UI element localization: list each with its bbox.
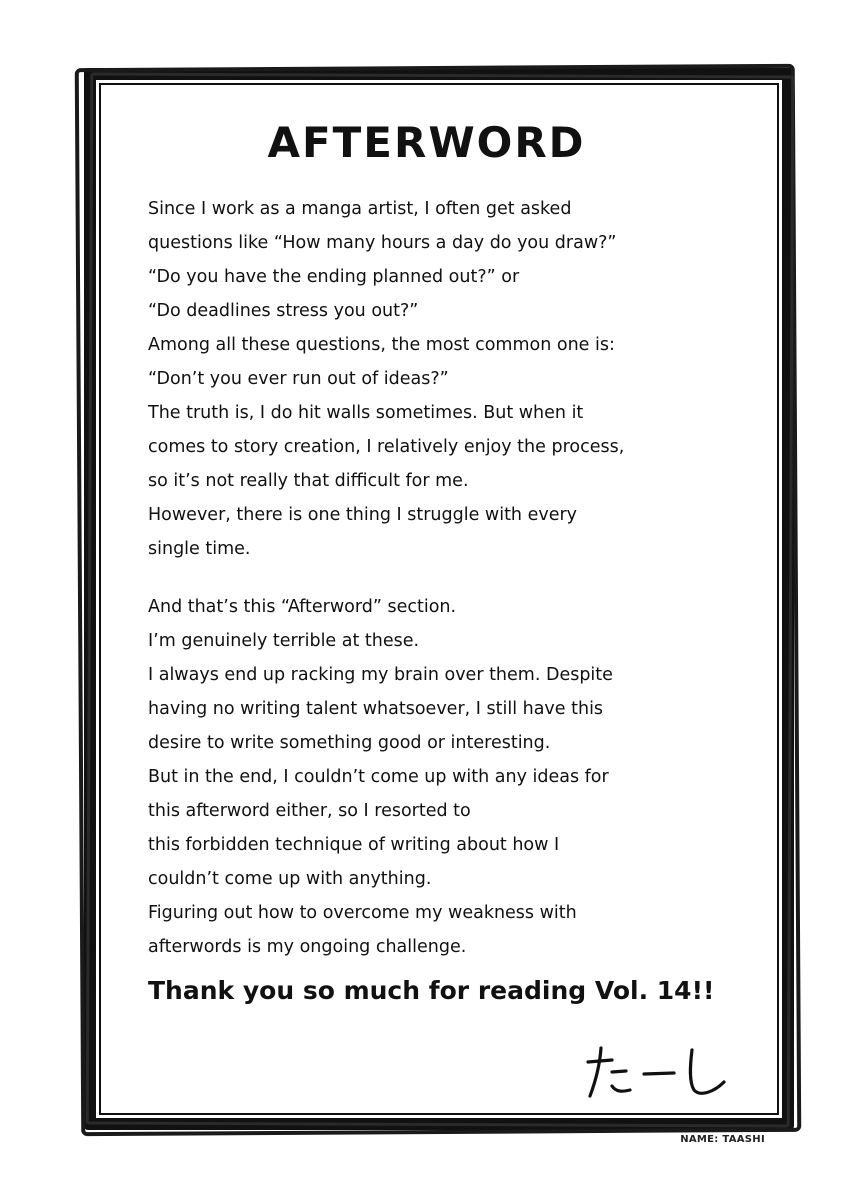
handwritten-signature bbox=[582, 1040, 732, 1106]
text-line: so it’s not really that difficult for me. bbox=[148, 471, 469, 491]
text-line: this forbidden technique of writing about how I bbox=[148, 835, 560, 855]
text-line: afterwords is my ongoing challenge. bbox=[148, 937, 467, 957]
thanks-message: Thank you so much for reading Vol. 14!! bbox=[148, 976, 715, 1005]
paragraph-2 bbox=[148, 590, 748, 964]
paragraph-1 bbox=[148, 192, 748, 566]
text-line: Among all these questions, the most common one is: bbox=[148, 335, 615, 355]
text-line: single time. bbox=[148, 539, 251, 559]
page-title: AFTERWORD bbox=[267, 118, 586, 167]
text-line: comes to story creation, I relatively enjoy the process, bbox=[148, 437, 625, 457]
text-line: Figuring out how to overcome my weakness with bbox=[148, 903, 577, 923]
text-line: And that’s this “Afterword” section. bbox=[148, 597, 457, 617]
text-line: having no writing talent whatsoever, I still have this bbox=[148, 699, 604, 719]
text-line: “Do you have the ending planned out?” or bbox=[148, 267, 520, 287]
text-line: couldn’t come up with anything. bbox=[148, 869, 432, 889]
text-line: questions like “How many hours a day do you draw?” bbox=[148, 233, 617, 253]
text-line: I’m genuinely terrible at these. bbox=[148, 631, 420, 651]
text-line: But in the end, I couldn’t come up with any ideas for bbox=[148, 767, 609, 787]
text-line: Since I work as a manga artist, I often get asked bbox=[148, 199, 572, 219]
text-line: desire to write something good or interesting. bbox=[148, 733, 551, 753]
text-line: I always end up racking my brain over them. Despite bbox=[148, 665, 613, 685]
text-line: this afterword either, so I resorted to bbox=[148, 801, 471, 821]
text-line: “Do deadlines stress you out?” bbox=[148, 301, 419, 321]
text-line: The truth is, I do hit walls sometimes. But when it bbox=[148, 403, 584, 423]
text-line: However, there is one thing I struggle with every bbox=[148, 505, 578, 525]
afterword-body bbox=[148, 192, 748, 964]
text-line: “Don’t you ever run out of ideas?” bbox=[148, 369, 449, 389]
artist-credit: NAME: TAASHI bbox=[680, 1134, 765, 1145]
